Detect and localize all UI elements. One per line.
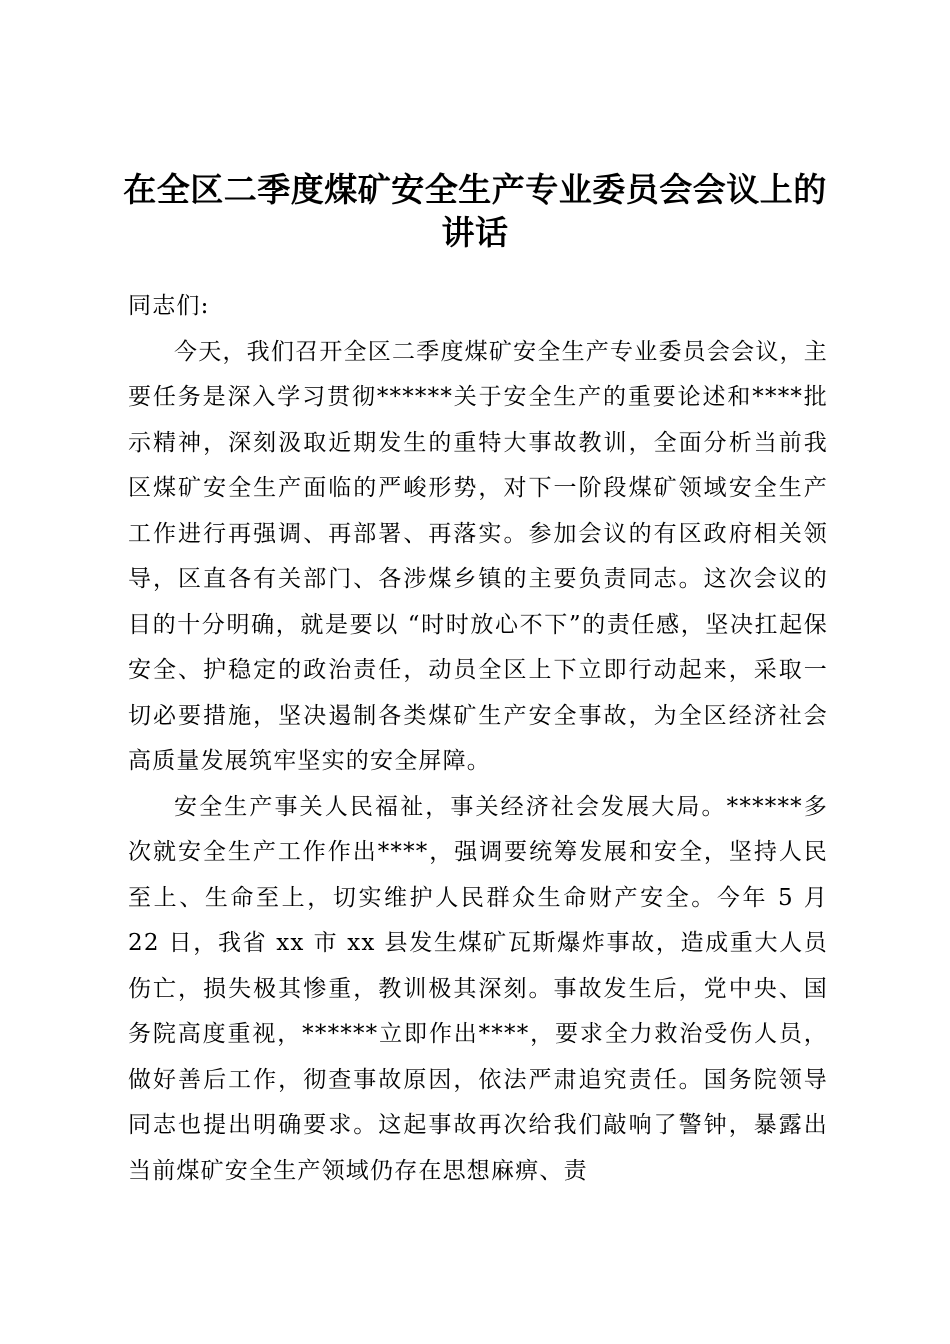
paragraph-1: 今天，我们召开全区二季度煤矿安全生产专业委员会会议，主要任务是深入学习贯彻******关于安全生产的重要论述和****批示精神，深刻汲取近期发生的重特大事故教训，全面分析当前我区煤矿安全生产面临的严峻形势，对下一阶段煤矿领域安全生产工作进行再强调、再部署、再落实。参加会议的有区政府相关领导，区直各有关部门、各涉煤乡镇的主要负责同志。这次会议的目的十分明确，就是要以 “时时放心不下”的责任感，坚决扛起保安全、护稳定的政治责任，动员全区上下立即行动起来，采取一切必要措施，坚决遏制各类煤矿生产安全事故，为全区经济社会高质量发展筑牢坚实的安全屏障。	[128, 338, 828, 774]
document-body	[128, 284, 828, 1194]
document-title: 在全区二季度煤矿安全生产专业委员会会议上的讲话	[123, 170, 827, 252]
salutation: 同志们:	[128, 293, 210, 319]
paragraph-2: 安全生产事关人民福祉，事关经济社会发展大局。******多次就安全生产工作作出****，强调要统筹发展和安全，坚持人民至上、生命至上，切实维护人民群众生命财产安全。今年 5 月 22 日，我省 xx 市 xx 县发生煤矿瓦斯爆炸事故，造成重大人员伤亡，损失极其惨重，教训极其深刻。事故发生后，党中央、国务院高度重视，******立即作出****，要求全力救治受伤人员，做好善后工作，彻查事故原因，依法严肃追究责任。国务院领导同志也提出明确要求。这起事故再次给我们敲响了警钟，暴露出当前煤矿安全生产领域仍存在思想麻痹、责	[128, 793, 828, 1184]
